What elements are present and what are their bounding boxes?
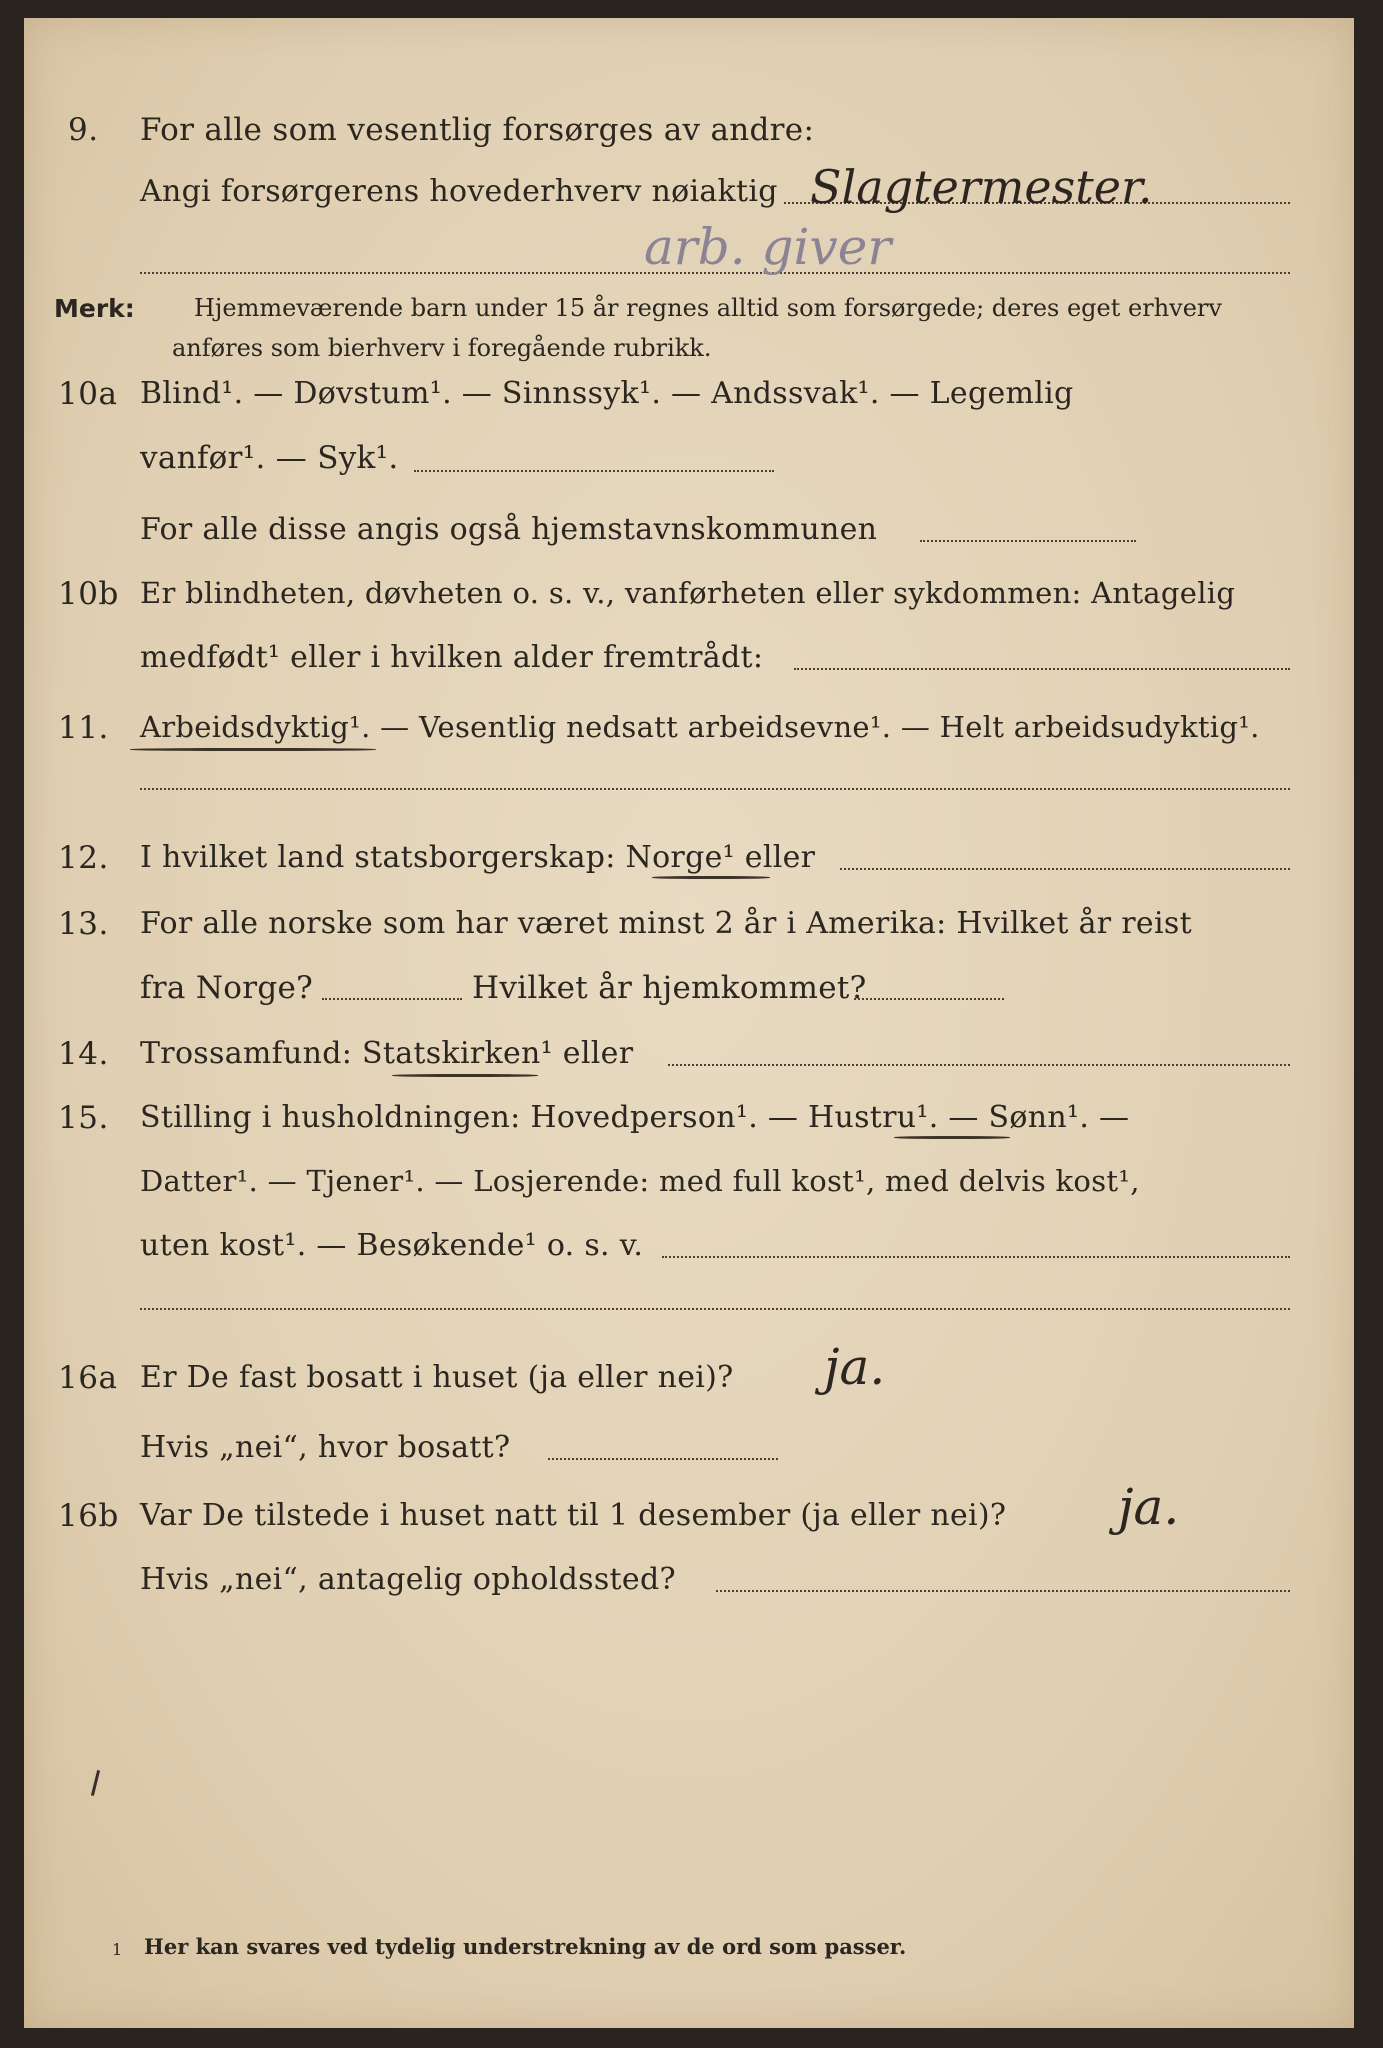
item-number-16a: 16a <box>58 1360 118 1396</box>
q16a-line-2: Hvis „nei“, hvor bosatt? <box>140 1430 511 1465</box>
q9-line-1: For alle som vesentlig forsørges av andre: <box>140 112 815 148</box>
q16a-line-1: Er De fast bosatt i huset (ja eller nei)? <box>140 1360 734 1395</box>
q15-line-2: Datter¹. — Tjener¹. — Losjerende: med full kost¹, med delvis kost¹, <box>140 1164 1140 1198</box>
handwritten-q16b-answer: ja. <box>1118 1478 1180 1536</box>
item-number-9: 9. <box>68 112 99 148</box>
q13-line-2b: Hvilket år hjemkommet? <box>472 970 867 1006</box>
q14-line-1: Trossamfund: Statskirken¹ eller <box>140 1036 634 1071</box>
q10b-line-1: Er blindheten, døvheten o. s. v., vanførheten eller sykdommen: Antagelig <box>140 576 1236 610</box>
q14-answer-line <box>668 1064 1290 1066</box>
q15-underline-hustru <box>894 1136 1010 1139</box>
q10b-answer-line <box>794 668 1290 670</box>
footnote-number: 1 <box>112 1940 123 1959</box>
q15-line-3: uten kost¹. — Besøkende¹ o. s. v. <box>140 1228 644 1263</box>
q16b-answer-line <box>716 1590 1290 1592</box>
item-number-10b: 10b <box>58 576 119 612</box>
q15-answer-line <box>662 1256 1290 1258</box>
item-number-16b: 16b <box>58 1498 119 1534</box>
q16b-line-1: Var De tilstede i huset natt til 1 desember (ja eller nei)? <box>140 1498 1007 1533</box>
item-number-10a: 10a <box>58 376 118 412</box>
handwritten-q16a-answer: ja. <box>824 1338 886 1396</box>
item-number-13: 13. <box>58 906 109 942</box>
q11-line-1: Arbeidsdyktig¹. — Vesentlig nedsatt arbeidsevne¹. — Helt arbeidsudyktig¹. <box>140 710 1260 744</box>
census-form-page <box>24 18 1354 2028</box>
footnote-text: Her kan svares ved tydelig understrekning av de ord som passer. <box>144 1934 907 1959</box>
q15-answer-line-2 <box>140 1308 1290 1310</box>
q13-line-1: For alle norske som har været minst 2 år i Amerika: Hvilket år reist <box>140 906 1192 941</box>
q16b-line-2: Hvis „nei“, antagelig opholdssted? <box>140 1562 676 1597</box>
item-number-15: 15. <box>58 1100 109 1136</box>
q16a-answer-line <box>548 1458 778 1460</box>
merk-label: Merk: <box>54 294 135 323</box>
pencil-mark <box>91 1770 100 1796</box>
q10b-line-2: medfødt¹ eller i hvilken alder fremtrådt: <box>140 640 764 675</box>
q9-line-2: Angi forsørgerens hovederhverv nøiaktig <box>140 174 778 209</box>
handwritten-occupation-note: arb. giver <box>644 218 892 276</box>
q12-answer-line <box>840 868 1290 870</box>
q11-answer-line <box>140 788 1290 790</box>
q15-line-1: Stilling i husholdningen: Hovedperson¹. — Hustru¹. — Sønn¹. — <box>140 1100 1130 1135</box>
q13-reist-line <box>322 998 462 1000</box>
q12-underline-norge <box>652 876 770 879</box>
handwritten-occupation: Slagtermester. <box>810 160 1153 214</box>
item-number-12: 12. <box>58 840 109 876</box>
q10a-line-3: For alle disse angis også hjemstavnskommunen <box>140 512 878 547</box>
item-number-11: 11. <box>58 710 109 746</box>
q10a-line-2: vanfør¹. — Syk¹. <box>140 440 399 476</box>
q12-line-1: I hvilket land statsborgerskap: Norge¹ eller <box>140 840 816 875</box>
item-number-14: 14. <box>58 1036 109 1072</box>
q11-underline-arbeidsdyktig <box>130 748 376 751</box>
merk-line-1: Hjemmeværende barn under 15 år regnes alltid som forsørgede; deres eget erhverv <box>194 294 1222 322</box>
q14-underline-statskirken <box>392 1074 538 1077</box>
q10a-line-1: Blind¹. — Døvstum¹. — Sinnssyk¹. — Andssvak¹. — Legemlig <box>140 376 1074 411</box>
q10a-kommune-line <box>920 540 1136 542</box>
q10a-answer-line <box>414 470 774 472</box>
merk-line-2: anføres som bierhverv i foregående rubrikk. <box>172 334 712 362</box>
q13-line-2a: fra Norge? <box>140 970 314 1006</box>
q13-hjemkommet-line <box>854 998 1004 1000</box>
